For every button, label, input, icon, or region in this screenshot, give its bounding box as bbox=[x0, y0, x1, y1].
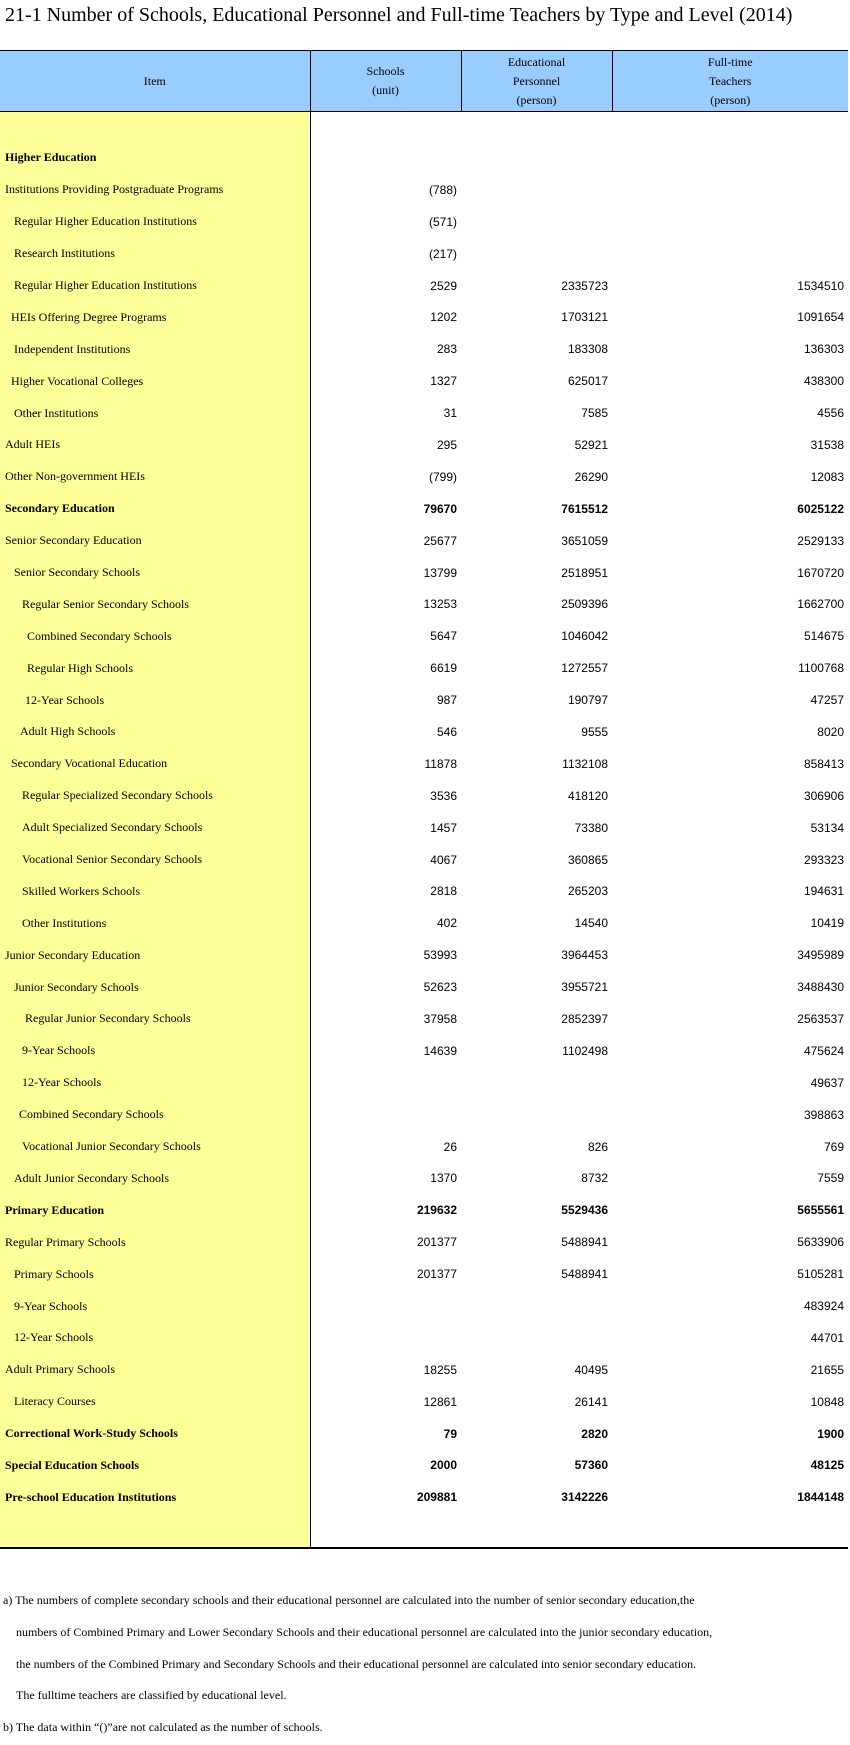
schools-cell bbox=[310, 1099, 461, 1131]
spacer-cell bbox=[612, 112, 848, 143]
table-row bbox=[0, 875, 848, 907]
teachers-cell bbox=[612, 206, 848, 238]
teachers-cell: 5633906 bbox=[797, 1235, 844, 1250]
schools-cell: (571) bbox=[310, 206, 461, 238]
schools-cell: 1327 bbox=[310, 365, 461, 397]
personnel-cell: 40495 bbox=[574, 1362, 608, 1377]
schools-cell: 37958 bbox=[310, 1003, 461, 1035]
teachers-cell: 7559 bbox=[817, 1171, 844, 1186]
personnel-cell: 73380 bbox=[574, 820, 608, 835]
schools-cell: 295 bbox=[310, 429, 461, 461]
header-schools-label: Schools bbox=[366, 64, 405, 78]
personnel-cell: 625017 bbox=[567, 374, 608, 389]
table-header-row bbox=[0, 51, 848, 112]
header-item bbox=[0, 51, 310, 112]
personnel-cell: 52921 bbox=[574, 437, 608, 452]
personnel-cell: 2518951 bbox=[561, 565, 608, 580]
personnel-cell: 1272557 bbox=[561, 661, 608, 676]
header-teachers-label-2: Teachers bbox=[709, 73, 752, 88]
table-row bbox=[0, 1418, 848, 1450]
table-row bbox=[0, 1003, 848, 1035]
schools-cell: 283 bbox=[310, 333, 461, 365]
schools-cell bbox=[310, 142, 461, 174]
teachers-cell: 194631 bbox=[803, 884, 844, 899]
personnel-cell: 9555 bbox=[581, 724, 608, 739]
teachers-cell bbox=[612, 238, 848, 270]
table-row bbox=[0, 1067, 848, 1099]
row-label: Primary Education bbox=[0, 1194, 310, 1226]
row-label: Skilled Workers Schools bbox=[0, 875, 310, 907]
schools-cell: 546 bbox=[310, 716, 461, 748]
schools-cell: 987 bbox=[310, 684, 461, 716]
personnel-cell: 2820 bbox=[581, 1426, 608, 1441]
teachers-cell: 483924 bbox=[803, 1299, 844, 1313]
table-row bbox=[0, 588, 848, 620]
header-teachers bbox=[612, 51, 848, 112]
row-label: 12-Year Schools bbox=[0, 1067, 310, 1099]
teachers-cell: 306906 bbox=[803, 788, 844, 803]
schools-cell: 1370 bbox=[310, 1163, 461, 1195]
schools-cell: 31 bbox=[310, 397, 461, 429]
personnel-cell: 2509396 bbox=[561, 597, 608, 612]
schools-cell: (788) bbox=[310, 174, 461, 206]
personnel-cell: 1046042 bbox=[561, 629, 608, 644]
schools-cell: 1202 bbox=[310, 301, 461, 333]
personnel-cell bbox=[461, 1322, 612, 1354]
row-label: Higher Vocational Colleges bbox=[0, 365, 310, 397]
row-label: Vocational Junior Secondary Schools bbox=[0, 1131, 310, 1163]
header-personnel-unit: (person) bbox=[516, 92, 557, 107]
teachers-cell: 53134 bbox=[810, 820, 844, 835]
schools-cell: 219632 bbox=[310, 1194, 461, 1226]
schools-cell: 2000 bbox=[310, 1450, 461, 1482]
table-row bbox=[0, 206, 848, 238]
personnel-cell: 826 bbox=[587, 1139, 608, 1154]
personnel-cell: 1102498 bbox=[562, 1043, 608, 1058]
teachers-cell: 6025122 bbox=[797, 501, 844, 516]
personnel-cell: 3142226 bbox=[561, 1490, 608, 1505]
teachers-cell: 438300 bbox=[803, 374, 844, 389]
header-teachers-label-1: Full-time bbox=[707, 54, 753, 69]
teachers-cell: 1662700 bbox=[797, 597, 844, 612]
table-row bbox=[0, 1290, 848, 1322]
personnel-cell: 2852397 bbox=[561, 1011, 608, 1026]
table-body bbox=[0, 112, 848, 1549]
row-label: Independent Institutions bbox=[0, 333, 310, 365]
teachers-cell: 3488430 bbox=[797, 980, 844, 995]
row-label: Regular High Schools bbox=[0, 652, 310, 684]
personnel-cell: 5488941 bbox=[561, 1235, 608, 1250]
row-label: 12-Year Schools bbox=[0, 684, 310, 716]
table-row bbox=[0, 238, 848, 270]
table-row bbox=[0, 142, 848, 174]
table-row bbox=[0, 812, 848, 844]
schools-cell: 4067 bbox=[310, 844, 461, 876]
row-label: Combined Secondary Schools bbox=[0, 1099, 310, 1131]
schools-cell bbox=[310, 1290, 461, 1322]
teachers-cell: 10848 bbox=[810, 1394, 844, 1409]
table-row bbox=[0, 525, 848, 557]
table-row bbox=[0, 461, 848, 493]
table-row bbox=[0, 1163, 848, 1195]
table-row bbox=[0, 844, 848, 876]
teachers-cell: 5105281 bbox=[797, 1267, 844, 1282]
schools-cell: 6619 bbox=[310, 652, 461, 684]
personnel-cell: 57360 bbox=[574, 1458, 608, 1473]
teachers-cell: 1100768 bbox=[798, 661, 844, 676]
header-teachers-unit: (person) bbox=[710, 92, 751, 107]
schools-cell: 201377 bbox=[310, 1226, 461, 1258]
table-row bbox=[0, 748, 848, 780]
row-label: Secondary Education bbox=[0, 493, 310, 525]
footnote-line: b) The data within “()”are not calculated as the number of schools. bbox=[3, 1720, 323, 1735]
row-label: Pre-school Education Institutions bbox=[0, 1481, 310, 1513]
header-personnel-label-1: Educational bbox=[507, 54, 566, 69]
row-label: HEIs Offering Degree Programs bbox=[0, 301, 310, 333]
table-row bbox=[0, 365, 848, 397]
schools-cell: 53993 bbox=[310, 939, 461, 971]
table-row bbox=[0, 333, 848, 365]
table-row bbox=[0, 429, 848, 461]
row-label: 9-Year Schools bbox=[0, 1035, 310, 1067]
teachers-cell: 10419 bbox=[810, 916, 844, 931]
teachers-cell: 1534510 bbox=[797, 278, 844, 293]
teachers-cell: 44701 bbox=[810, 1330, 844, 1345]
personnel-cell bbox=[461, 1099, 612, 1131]
row-label: Secondary Vocational Education bbox=[0, 748, 310, 780]
teachers-cell: 1900 bbox=[817, 1426, 844, 1441]
schools-cell: 1457 bbox=[310, 812, 461, 844]
personnel-cell: 5488941 bbox=[561, 1267, 608, 1282]
table-row bbox=[0, 1226, 848, 1258]
header-personnel-label-2: Personnel bbox=[512, 73, 561, 88]
teachers-cell: 4556 bbox=[817, 406, 844, 421]
table-row bbox=[0, 557, 848, 589]
personnel-cell bbox=[461, 174, 612, 206]
teachers-cell: 514675 bbox=[803, 629, 844, 644]
schools-cell: 201377 bbox=[310, 1258, 461, 1290]
table-row bbox=[0, 907, 848, 939]
statistics-table bbox=[0, 50, 848, 1549]
row-label: Regular Specialized Secondary Schools bbox=[0, 780, 310, 812]
schools-cell: 14639 bbox=[310, 1035, 461, 1067]
page-title: 21-1 Number of Schools, Educational Personnel and Full-time Teachers by Type and Level (2014) bbox=[5, 4, 793, 26]
header-schools-unit: (unit) bbox=[372, 83, 399, 97]
table-row bbox=[0, 1258, 848, 1290]
spacer-cell bbox=[310, 1513, 461, 1548]
table-row bbox=[0, 1354, 848, 1386]
table-spacer-row bbox=[0, 112, 848, 143]
teachers-cell: 8020 bbox=[817, 724, 844, 739]
personnel-cell bbox=[461, 142, 612, 174]
teachers-cell: 1844148 bbox=[797, 1490, 844, 1505]
schools-cell: 402 bbox=[310, 907, 461, 939]
spacer-cell bbox=[461, 112, 612, 143]
schools-cell: 2529 bbox=[310, 270, 461, 302]
personnel-cell: 26290 bbox=[574, 469, 608, 484]
personnel-cell bbox=[461, 1290, 612, 1322]
header-item-label: Item bbox=[143, 73, 166, 88]
personnel-cell: 265203 bbox=[567, 884, 608, 899]
schools-cell: 11878 bbox=[310, 748, 461, 780]
spacer-cell bbox=[310, 112, 461, 143]
header-schools bbox=[310, 51, 461, 112]
row-label: Adult Specialized Secondary Schools bbox=[0, 812, 310, 844]
teachers-cell: 21655 bbox=[810, 1362, 844, 1377]
personnel-cell bbox=[461, 1067, 612, 1099]
spacer-cell bbox=[0, 1513, 310, 1548]
row-label: Regular Junior Secondary Schools bbox=[0, 1003, 310, 1035]
table-row bbox=[0, 939, 848, 971]
table-row bbox=[0, 716, 848, 748]
schools-cell: 209881 bbox=[310, 1481, 461, 1513]
schools-cell: 79 bbox=[310, 1418, 461, 1450]
teachers-cell: 2529133 bbox=[797, 533, 844, 548]
row-label: Research Institutions bbox=[0, 238, 310, 270]
table-row bbox=[0, 493, 848, 525]
table-row bbox=[0, 1035, 848, 1067]
footnote-line: the numbers of the Combined Primary and Secondary Schools and their educational personnel are calculated into senior secondary education. bbox=[16, 1656, 697, 1671]
spacer-cell bbox=[461, 1513, 612, 1548]
schools-cell: 13253 bbox=[310, 588, 461, 620]
table-row bbox=[0, 652, 848, 684]
table-row bbox=[0, 174, 848, 206]
schools-cell: 52623 bbox=[310, 971, 461, 1003]
row-label: Junior Secondary Education bbox=[0, 939, 310, 971]
personnel-cell: 3955721 bbox=[561, 980, 608, 995]
spacer-cell bbox=[612, 1513, 848, 1548]
schools-cell: (799) bbox=[310, 461, 461, 493]
personnel-cell: 360865 bbox=[567, 852, 608, 867]
table-row bbox=[0, 620, 848, 652]
teachers-cell: 47257 bbox=[810, 693, 844, 708]
personnel-cell: 1132108 bbox=[562, 756, 608, 771]
table-row bbox=[0, 971, 848, 1003]
personnel-cell: 8732 bbox=[581, 1171, 608, 1186]
table-row bbox=[0, 684, 848, 716]
teachers-cell: 769 bbox=[823, 1139, 844, 1154]
schools-cell: 25677 bbox=[310, 525, 461, 557]
row-label: 9-Year Schools bbox=[0, 1290, 310, 1322]
table-end-row bbox=[0, 1513, 848, 1548]
teachers-cell bbox=[612, 142, 848, 174]
table-row bbox=[0, 1481, 848, 1513]
row-label: Adult Primary Schools bbox=[0, 1354, 310, 1386]
personnel-cell bbox=[461, 238, 612, 270]
row-label: Special Education Schools bbox=[0, 1450, 310, 1482]
row-label: Junior Secondary Schools bbox=[0, 971, 310, 1003]
personnel-cell: 14540 bbox=[574, 916, 608, 931]
schools-cell: 12861 bbox=[310, 1386, 461, 1418]
row-label: Senior Secondary Education bbox=[0, 525, 310, 557]
row-label: Regular Higher Education Institutions bbox=[0, 206, 310, 238]
teachers-cell: 48125 bbox=[810, 1458, 844, 1473]
table-row bbox=[0, 301, 848, 333]
row-label: Combined Secondary Schools bbox=[0, 620, 310, 652]
row-label: Senior Secondary Schools bbox=[0, 557, 310, 589]
teachers-cell: 1670720 bbox=[797, 565, 844, 580]
personnel-cell: 7615512 bbox=[561, 501, 608, 516]
footnote-line: numbers of Combined Primary and Lower Secondary Schools and their educational personnel are calculated into the junior secondary education, bbox=[16, 1624, 713, 1639]
personnel-cell: 1703121 bbox=[561, 310, 608, 325]
teachers-cell: 49637 bbox=[810, 1075, 844, 1090]
teachers-cell: 398863 bbox=[803, 1107, 844, 1122]
personnel-cell: 5529436 bbox=[561, 1203, 608, 1218]
table-row bbox=[0, 1450, 848, 1482]
teachers-cell: 2563537 bbox=[797, 1011, 844, 1026]
schools-cell: 3536 bbox=[310, 780, 461, 812]
table-row bbox=[0, 780, 848, 812]
personnel-cell: 3651059 bbox=[561, 533, 608, 548]
teachers-cell bbox=[612, 174, 848, 206]
row-label: Regular Higher Education Institutions bbox=[0, 270, 310, 302]
footnotes bbox=[3, 1585, 843, 1744]
row-label: Regular Primary Schools bbox=[0, 1226, 310, 1258]
teachers-cell: 5655561 bbox=[797, 1203, 844, 1218]
table-row bbox=[0, 1099, 848, 1131]
footnote-line: a) The numbers of complete secondary schools and their educational personnel are calculated into the number of senior secondary education,the bbox=[3, 1593, 695, 1607]
row-label: Literacy Courses bbox=[0, 1386, 310, 1418]
row-label: Other Institutions bbox=[0, 397, 310, 429]
teachers-cell: 293323 bbox=[803, 852, 844, 867]
row-label: Institutions Providing Postgraduate Programs bbox=[0, 174, 310, 206]
personnel-cell: 183308 bbox=[567, 342, 608, 357]
schools-cell: 13799 bbox=[310, 557, 461, 589]
schools-cell bbox=[310, 1067, 461, 1099]
footnote-line: The fulltime teachers are classified by educational level. bbox=[16, 1688, 287, 1703]
table-row bbox=[0, 397, 848, 429]
row-label: Other Non-government HEIs bbox=[0, 461, 310, 493]
personnel-cell: 190797 bbox=[567, 693, 608, 708]
teachers-cell: 3495989 bbox=[797, 948, 844, 963]
schools-cell: 26 bbox=[310, 1131, 461, 1163]
schools-cell: 79670 bbox=[310, 493, 461, 525]
personnel-cell: 26141 bbox=[574, 1394, 608, 1409]
row-label: Adult Junior Secondary Schools bbox=[0, 1163, 310, 1195]
spacer-cell bbox=[0, 112, 310, 143]
teachers-cell: 475624 bbox=[803, 1043, 844, 1058]
schools-cell: 18255 bbox=[310, 1354, 461, 1386]
row-label: Other Institutions bbox=[0, 907, 310, 939]
teachers-cell: 136303 bbox=[803, 342, 844, 357]
table-row bbox=[0, 1322, 848, 1354]
schools-cell: 2818 bbox=[310, 875, 461, 907]
row-label: Regular Senior Secondary Schools bbox=[0, 588, 310, 620]
table-row bbox=[0, 1386, 848, 1418]
row-label: Vocational Senior Secondary Schools bbox=[0, 844, 310, 876]
teachers-cell: 31538 bbox=[810, 437, 844, 452]
row-label: Adult HEIs bbox=[0, 429, 310, 461]
row-label: Correctional Work-Study Schools bbox=[0, 1418, 310, 1450]
row-label: Higher Education bbox=[0, 142, 310, 174]
teachers-cell: 12083 bbox=[810, 469, 844, 484]
table-row bbox=[0, 1194, 848, 1226]
table-row bbox=[0, 270, 848, 302]
schools-cell: 5647 bbox=[310, 620, 461, 652]
personnel-cell: 7585 bbox=[581, 406, 608, 421]
teachers-cell: 1091654 bbox=[797, 310, 844, 325]
schools-cell: (217) bbox=[310, 238, 461, 270]
row-label: 12-Year Schools bbox=[0, 1322, 310, 1354]
personnel-cell bbox=[461, 206, 612, 238]
personnel-cell: 2335723 bbox=[561, 278, 608, 293]
row-label: Primary Schools bbox=[0, 1258, 310, 1290]
teachers-cell: 858413 bbox=[803, 756, 844, 771]
row-label: Adult High Schools bbox=[0, 716, 310, 748]
table-row bbox=[0, 1131, 848, 1163]
header-personnel bbox=[461, 51, 612, 112]
schools-cell bbox=[310, 1322, 461, 1354]
personnel-cell: 3964453 bbox=[561, 948, 608, 963]
personnel-cell: 418120 bbox=[567, 788, 608, 803]
